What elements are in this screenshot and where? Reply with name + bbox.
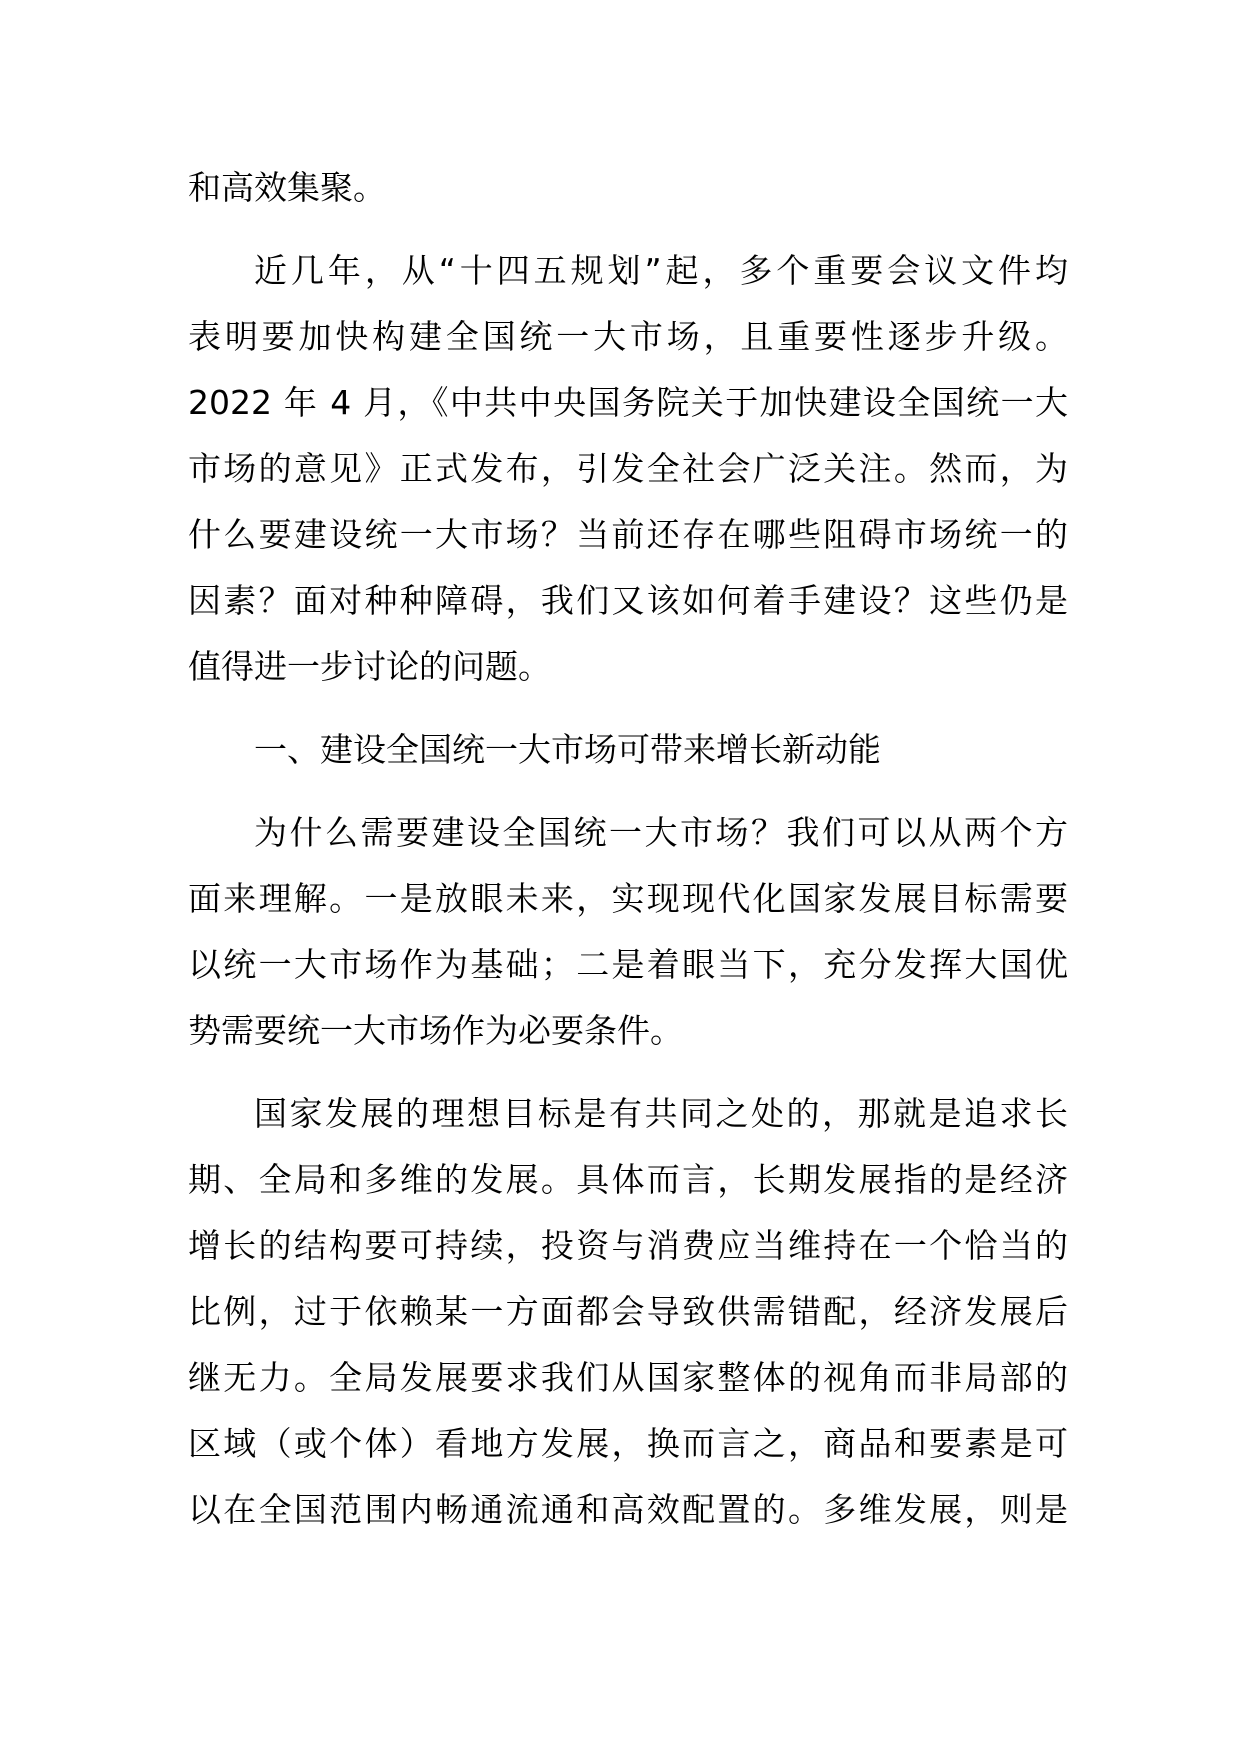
heading-text: 一、建设全国统一大市场可带来增长新动能 — [254, 730, 881, 769]
paragraph-goals — [188, 1081, 1068, 1543]
section-heading — [188, 717, 1068, 783]
text-line: 国家发展的理想目标是有共同之处的，那就是追求长 — [254, 1094, 1068, 1133]
text-line: 为什么需要建设全国统一大市场？我们可以从两个方 — [254, 813, 1068, 852]
text-line: 以在全国范围内畅通流通和高效配置的。多维发展，则是 — [188, 1490, 1068, 1529]
paragraph-why — [188, 800, 1068, 1064]
text-line: 因素？面对种种障碍，我们又该如何着手建设？这些仍是 — [188, 581, 1068, 620]
text-line: 什么要建设统一大市场？当前还存在哪些阻碍市场统一的 — [188, 515, 1068, 554]
text-line: 市场的意见》正式发布，引发全社会广泛关注。然而，为 — [188, 449, 1068, 488]
text-line: 值得进一步讨论的问题。 — [188, 647, 551, 686]
text-line: 表明要加快构建全国统一大市场，且重要性逐步升级。 — [188, 317, 1068, 356]
paragraph-intro — [188, 238, 1068, 700]
text-line: 近几年，从“十四五规划”起，多个重要会议文件均 — [254, 251, 1068, 290]
text-line: 期、全局和多维的发展。具体而言，长期发展指的是经济 — [188, 1160, 1068, 1199]
paragraph-continuation — [188, 155, 1068, 221]
text-line: 以统一大市场作为基础；二是着眼当下，充分发挥大国优 — [188, 945, 1068, 984]
text-line: 区域（或个体）看地方发展，换而言之，商品和要素是可 — [188, 1424, 1068, 1463]
text-line: 势需要统一大市场作为必要条件。 — [188, 1011, 683, 1050]
text-line: 比例，过于依赖某一方面都会导致供需错配，经济发展后 — [188, 1292, 1068, 1331]
text-line: 增长的结构要可持续，投资与消费应当维持在一个恰当的 — [188, 1226, 1068, 1265]
text-line: 继无力。全局发展要求我们从国家整体的视角而非局部的 — [188, 1358, 1068, 1397]
text-line: 面来理解。一是放眼未来，实现现代化国家发展目标需要 — [188, 879, 1068, 918]
document-body — [188, 155, 1068, 1560]
text-line: 2022 年 4 月，《中共中央国务院关于加快建设全国统一大 — [188, 383, 1068, 422]
text-line: 和高效集聚。 — [188, 168, 386, 207]
